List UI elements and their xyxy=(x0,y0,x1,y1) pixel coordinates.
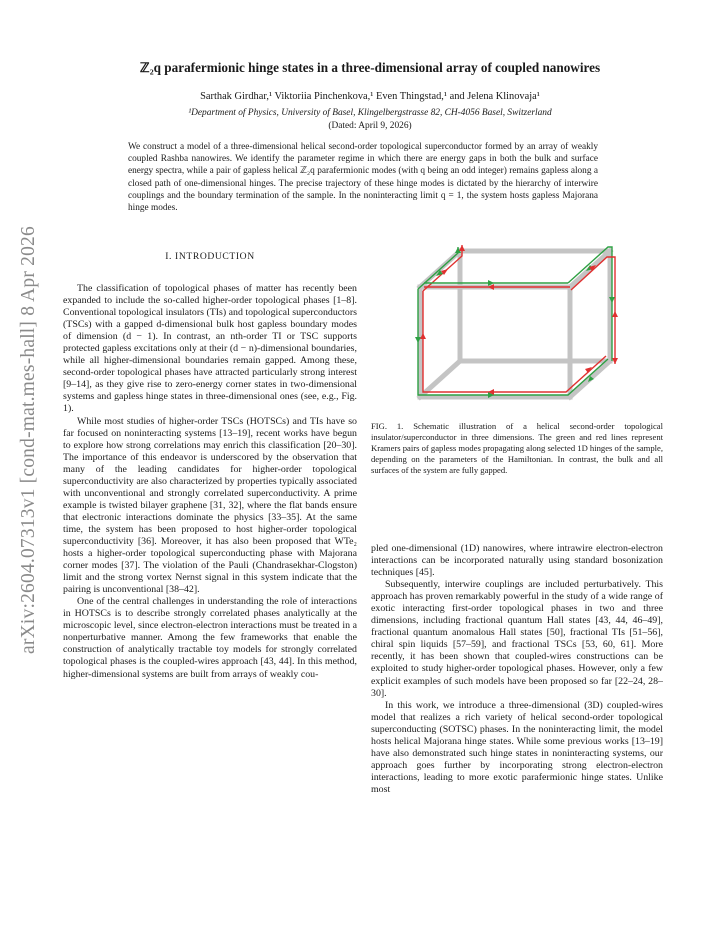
figure-caption: FIG. 1. Schematic illustration of a helical second-order topological insulator/superconductor in three dimensions. The green and red lines represent Kramers pairs of gapless modes propagating along selected 1D hinges of the sample, depending on the parameters of the Hamiltonian. In contrast, the bulk and all surfaces of the system are fully gapped. xyxy=(371,421,663,475)
affiliation: ¹Department of Physics, University of Basel, Klingelbergstrasse 82, CH-4056 Basel, Switzerland xyxy=(188,108,552,118)
arxiv-sidebar xyxy=(4,205,54,675)
paragraph: While most studies of higher-order TSCs (HOTSCs) and TIs have so far focused on noninteracting systems [13–19], recent works have begun to explore how strong correlations may enrich this classification [20–30]. The importance of this endeavor is underscored by the observation that many of the leading candidates for higher-order topological superconductivity are also characterized by properties typically associated with unconventional and strongly correlated superconductivity. A prime example is twisted bilayer graphene [31, 32], where the flat bands ensure that electronic interactions dominate the physics [33–35]. At the same time, the system has been proposed to host higher-order topological superconductivity [36]. Moreover, it has also been proposed that WTe₂ hosts a higher-order topological superconducting phase with Majorana corner modes [37]. The violation of the Pauli (Chandrasekhar-Clogston) limit and the strong vortex Nernst signal in this system indicate that the pairing is unconventional [38–42]. xyxy=(63,415,357,596)
figure-1 xyxy=(404,243,630,415)
back-face xyxy=(460,251,610,361)
date-line: (Dated: April 9, 2026) xyxy=(328,121,412,131)
front-face xyxy=(420,287,570,397)
arxiv-identifier: arXiv:2604.07313v1 [cond-mat.mes-hall] 8 Apr 2026 xyxy=(18,226,39,654)
left-column xyxy=(63,283,357,681)
abstract: We construct a model of a three-dimensional helical second-order topological superconductor formed by an array of weakly coupled Rashba nanowires. We identify the parameter regime in which there are energy gaps in both the bulk and surface energy spectra, while a pair of gapless helical ℤ₂q parafermionic modes (with q being an odd integer) remains gapless along a closed path of one-dimensional hinges. The precise trajectory of these hinge modes is dictated by the hierarchy of interwire couplings and the boundary termination of the sample. In the noninteracting limit q = 1, the system hosts gapless Majorana hinge modes. xyxy=(128,142,598,214)
paper-title: ℤ₂q parafermionic hinge states in a three-dimensional array of coupled nanowires xyxy=(139,60,601,75)
paragraph: The classification of topological phases of matter has recently been expanded to include the so-called higher-order topological phases [1–8]. Conventional topological insulators (TIs) and topological superconductors (TSCs) with a gapped d-dimensional bulk host gapless boundary modes of dimension (d − 1). In contrast, an nth-order TI or TSC supports protected gapless excitations only at their (d − n)-dimensional boundaries, while all higher-dimensional boundaries remain gapped. Among these, second-order topological phases have attracted particularly strong interest [9–14], as they give rise to zero-energy corner states in two-dimensional systems and gapless hinge states in three-dimensional ones (see, e.g., Fig. 1). xyxy=(63,283,357,415)
hinge-schematic xyxy=(404,243,630,415)
author-list: Sarthak Girdhar,¹ Viktoriia Pinchenkova,¹ Even Thingstad,¹ and Jelena Klinovaja¹ xyxy=(200,91,540,102)
arrow-icon xyxy=(612,311,618,317)
right-column xyxy=(371,543,663,796)
paragraph: In this work, we introduce a three-dimensional (3D) coupled-wires model that realizes a rich variety of helical second-order topological superconducting (SOTSC) phases. In the noninteracting limit, the model hosts helical Majorana hinge states. While some previous works [13–19] have also demonstrated such hinge states in noninteracting systems, our approach goes further by incorporating strong electron-electron interactions, leading to more exotic parafermionic hinge states. Unlike most xyxy=(371,699,663,795)
section-heading: I. INTRODUCTION xyxy=(165,251,255,262)
paragraph: pled one-dimensional (1D) nanowires, where intrawire electron-electron interactions can be incorporated naturally using standard bosonization techniques [45]. xyxy=(371,543,663,579)
paragraph: One of the central challenges in understanding the role of interactions in HOTSCs is to describe strongly correlated phases analytically at the microscopic level, since electron-electron interactions must be treated in a nonperturbative manner. Among the few frameworks that enable the construction of analytically tractable toy models for strongly correlated topological phases is the coupled-wires approach [43, 44]. In this method, higher-dimensional systems are built from arrays of weakly cou- xyxy=(63,596,357,680)
paragraph: Subsequently, interwire couplings are included perturbatively. This approach has proven remarkably powerful in the study of a wide range of exotic interacting first-order topological phases in two and three dimensions, including fractional quantum Hall states [43, 44, 46–49], fractional quantum anomalous Hall states [50], fractional TIs [51–56], chiral spin liquids [57–59], and fractional TSCs [53, 60, 61]. More recently, it has been shown that coupled-wires constructions can be exploited to study higher-order topological phases. However, only a few explicit examples of such models have been proposed so far [22–24, 28–30]. xyxy=(371,579,663,699)
